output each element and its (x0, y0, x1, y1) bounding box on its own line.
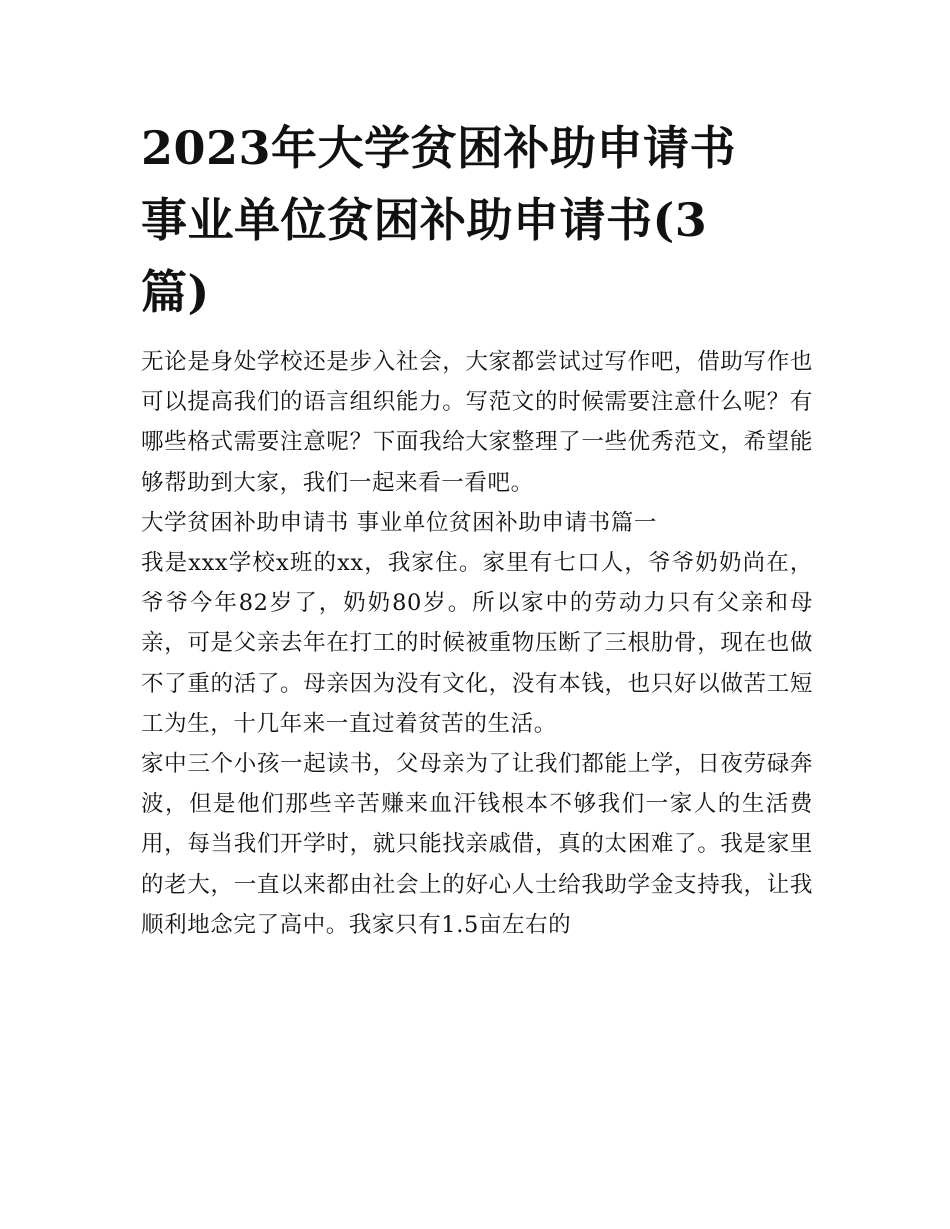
document-page (141, 112, 813, 945)
section-heading: 大学贫困补助申请书 事业单位贫困补助申请书篇一 (141, 509, 657, 536)
title-line-3: 篇) (141, 265, 210, 319)
title-line-2: 事业单位贫困补助申请书(3 (141, 193, 708, 247)
intro-paragraph: 无论是身处学校还是步入社会，大家都尝试过写作吧，借助写作也可以提高我们的语言组织能力。写范文的时候需要注意什么呢？有哪些格式需要注意呢？下面我给大家整理了一些优秀范文，希望能够帮助到大家，我们一起来看一看吧。 (141, 349, 813, 496)
document-title (141, 112, 813, 328)
title-line-1: 2023年大学贫困补助申请书 (141, 121, 737, 175)
body-paragraph-2: 家中三个小孩一起读书，父母亲为了让我们都能上学，日夜劳碌奔波，但是他们那些辛苦赚来血汗钱根本不够我们一家人的生活费用，每当我们开学时，就只能找亲戚借，真的太困难了。我是家里的老大，一直以来都由社会上的好心人士给我助学金支持我，让我顺利地念完了高中。我家只有1.5亩左右的 (141, 751, 813, 938)
body-paragraph-1: 我是xxx学校x班的xx，我家住。家里有七口人，爷爷奶奶尚在，爷爷今年82岁了，奶奶80岁。所以家中的劳动力只有父亲和母亲，可是父亲去年在打工的时候被重物压断了三根肋骨，现在也做不了重的活了。母亲因为没有文化，没有本钱，也只好以做苦工短工为生，十几年来一直过着贫苦的生活。 (141, 550, 813, 737)
